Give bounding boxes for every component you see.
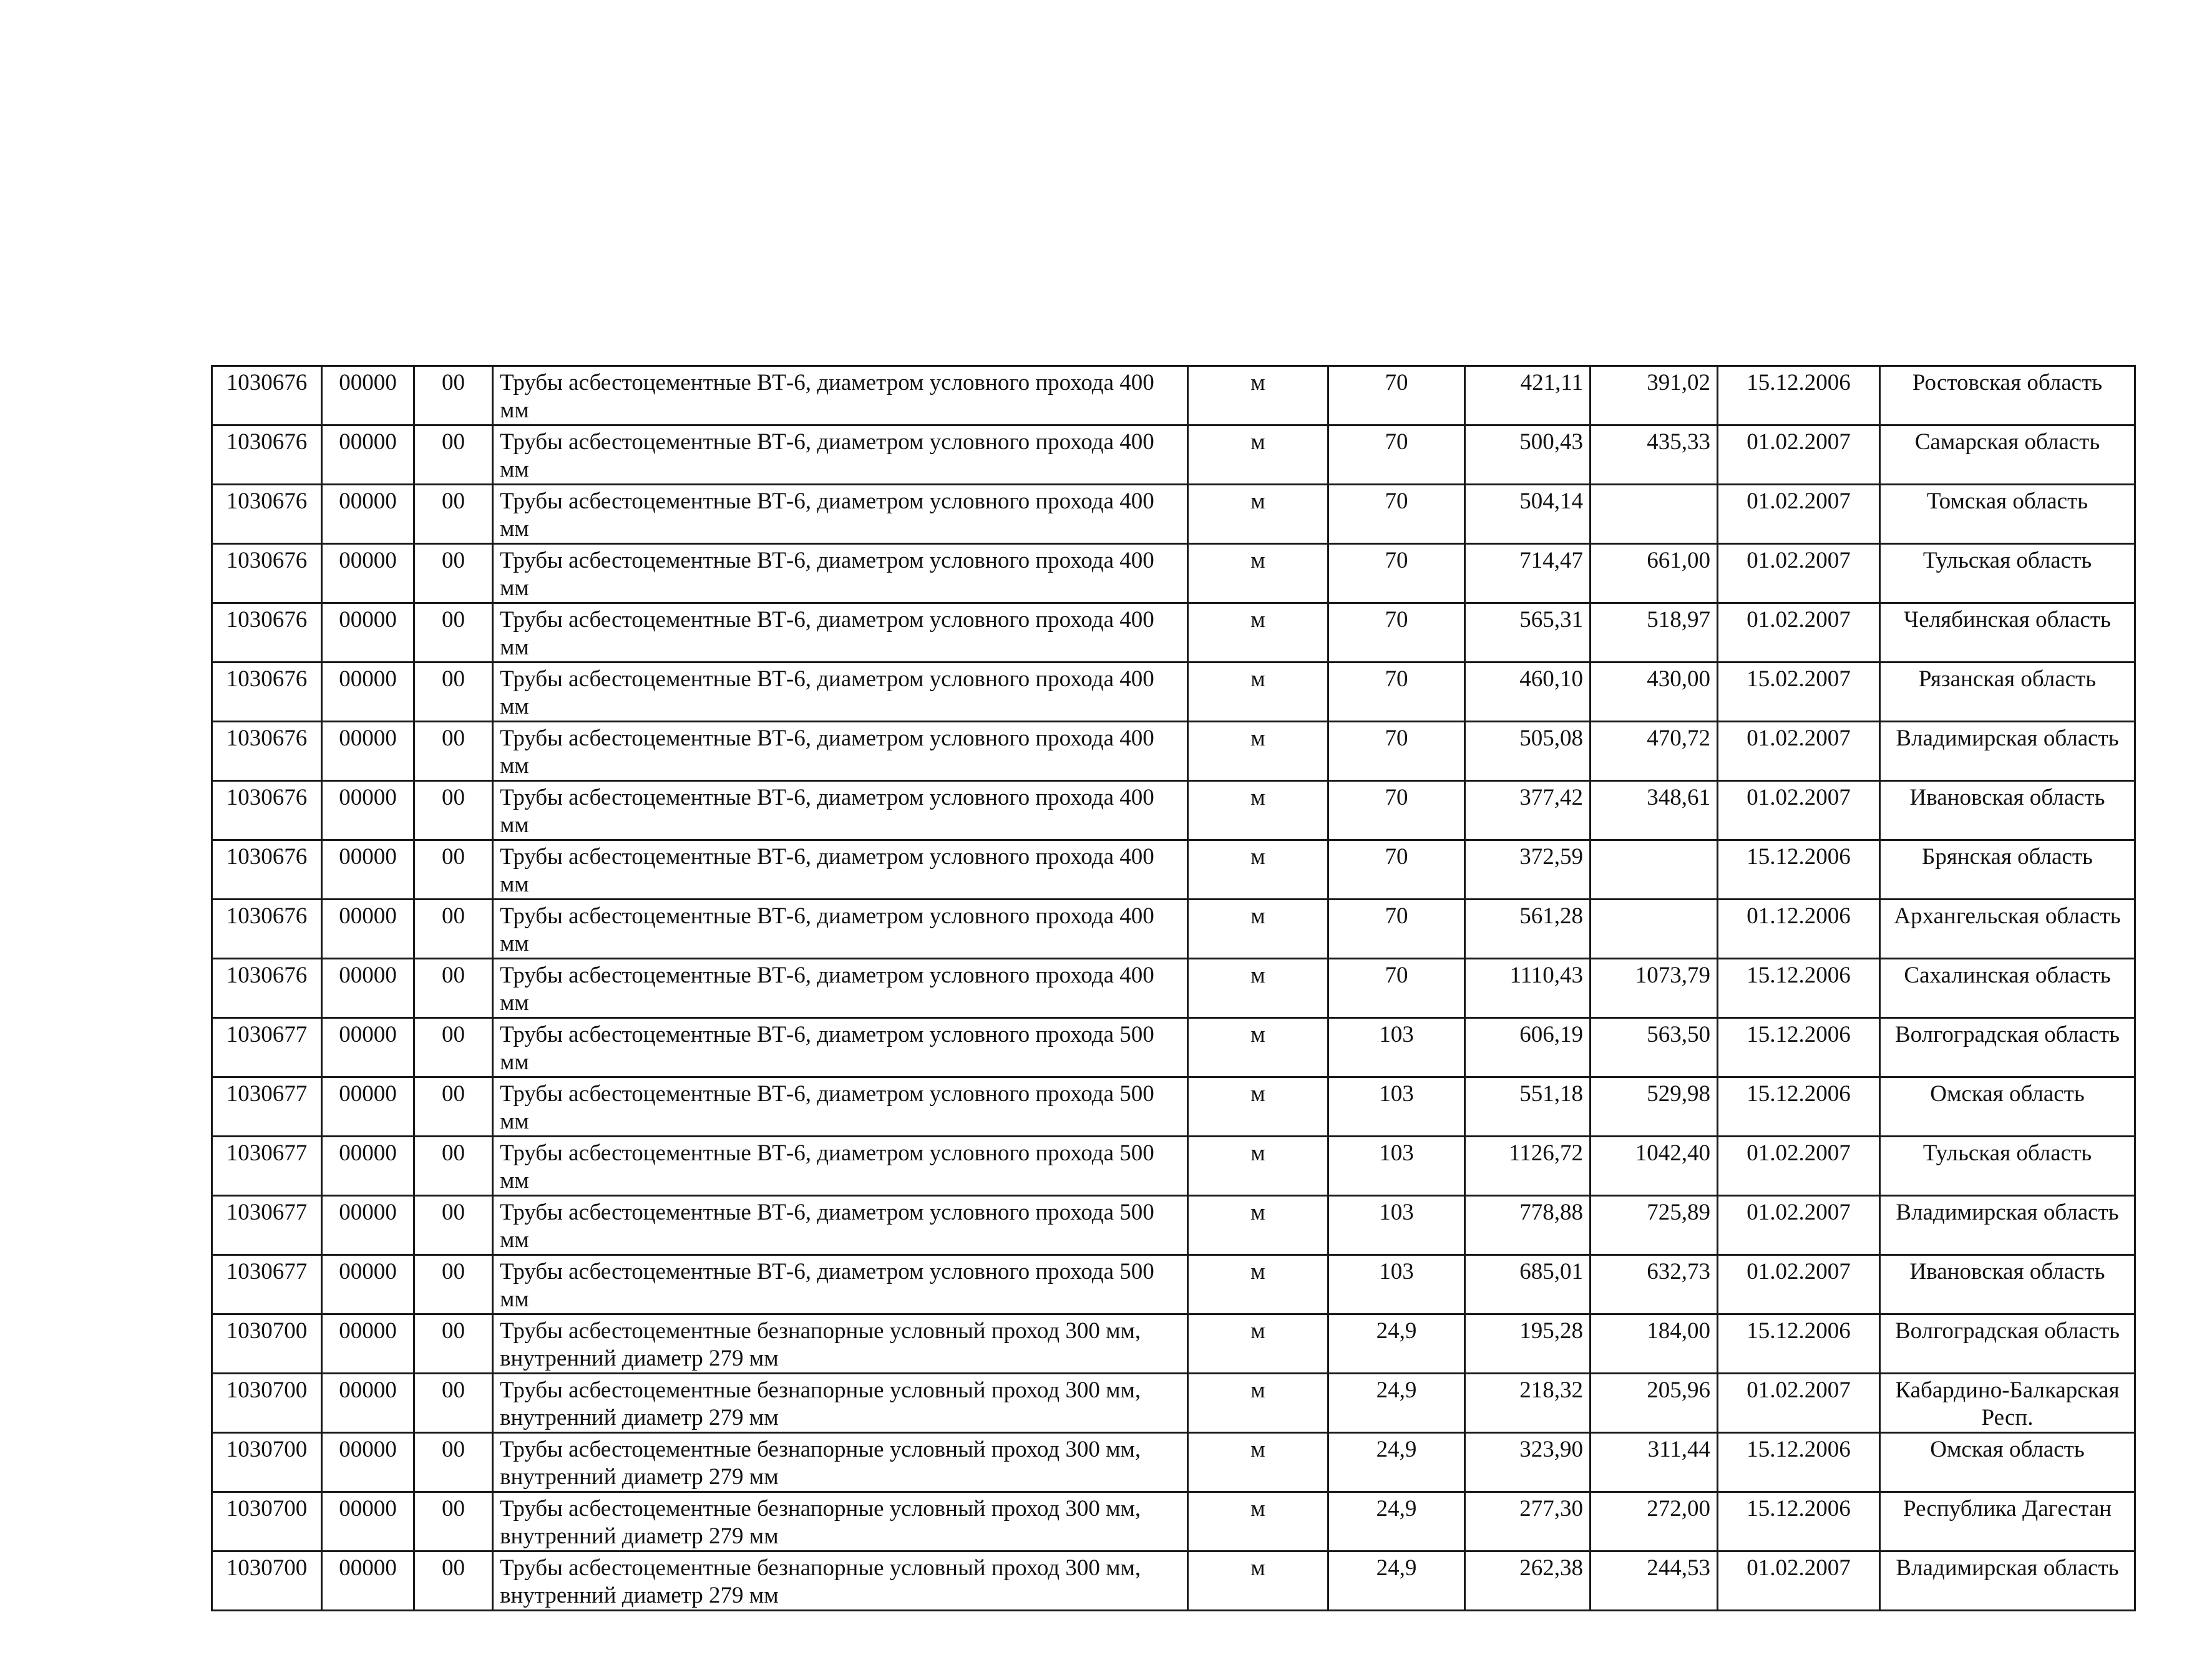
unit-cell: м — [1188, 1255, 1328, 1314]
table-row — [212, 663, 2135, 722]
unit-cell: м — [1188, 1018, 1328, 1077]
subcode-cell: 00000 — [322, 1137, 414, 1196]
material-name-cell: Трубы асбестоцементные ВТ-6, диаметром условного прохода 400 мм — [493, 544, 1188, 603]
subcode-cell: 00000 — [322, 485, 414, 544]
date-cell: 15.12.2006 — [1718, 1018, 1880, 1077]
subcode-cell: 00000 — [322, 722, 414, 781]
price-1-cell: 565,31 — [1465, 603, 1591, 663]
region-cell: Волгоградская область — [1880, 1018, 2135, 1077]
suffix-cell: 00 — [414, 366, 493, 425]
item-code-cell: 1030676 — [212, 840, 322, 900]
price-1-cell: 551,18 — [1465, 1077, 1591, 1137]
price-2-cell: 470,72 — [1591, 722, 1718, 781]
quantity-cell: 70 — [1328, 722, 1465, 781]
suffix-cell: 00 — [414, 603, 493, 663]
quantity-cell: 24,9 — [1328, 1314, 1465, 1374]
subcode-cell: 00000 — [322, 959, 414, 1018]
price-2-cell — [1591, 840, 1718, 900]
price-1-cell: 277,30 — [1465, 1492, 1591, 1551]
quantity-cell: 70 — [1328, 781, 1465, 840]
region-cell: Томская область — [1880, 485, 2135, 544]
item-code-cell: 1030677 — [212, 1018, 322, 1077]
date-cell: 15.12.2006 — [1718, 1314, 1880, 1374]
region-cell: Омская область — [1880, 1077, 2135, 1137]
item-code-cell: 1030676 — [212, 722, 322, 781]
price-2-cell: 1042,40 — [1591, 1137, 1718, 1196]
unit-cell: м — [1188, 840, 1328, 900]
price-2-cell: 348,61 — [1591, 781, 1718, 840]
region-cell: Рязанская область — [1880, 663, 2135, 722]
suffix-cell: 00 — [414, 1433, 493, 1492]
item-code-cell: 1030676 — [212, 781, 322, 840]
date-cell: 01.02.2007 — [1718, 781, 1880, 840]
suffix-cell: 00 — [414, 781, 493, 840]
unit-cell: м — [1188, 900, 1328, 959]
item-code-cell: 1030676 — [212, 663, 322, 722]
table-row — [212, 425, 2135, 485]
unit-cell: м — [1188, 544, 1328, 603]
material-name-cell: Трубы асбестоцементные ВТ-6, диаметром условного прохода 400 мм — [493, 663, 1188, 722]
item-code-cell: 1030676 — [212, 603, 322, 663]
price-1-cell: 1110,43 — [1465, 959, 1591, 1018]
subcode-cell: 00000 — [322, 1077, 414, 1137]
suffix-cell: 00 — [414, 663, 493, 722]
quantity-cell: 24,9 — [1328, 1374, 1465, 1433]
table-row — [212, 1255, 2135, 1314]
price-1-cell: 685,01 — [1465, 1255, 1591, 1314]
region-cell: Омская область — [1880, 1433, 2135, 1492]
item-code-cell: 1030676 — [212, 900, 322, 959]
table-row — [212, 1077, 2135, 1137]
price-2-cell: 184,00 — [1591, 1314, 1718, 1374]
date-cell: 01.12.2006 — [1718, 900, 1880, 959]
date-cell: 01.02.2007 — [1718, 1551, 1880, 1611]
material-name-cell: Трубы асбестоцементные ВТ-6, диаметром условного прохода 400 мм — [493, 900, 1188, 959]
material-name-cell: Трубы асбестоцементные ВТ-6, диаметром условного прохода 500 мм — [493, 1196, 1188, 1255]
subcode-cell: 00000 — [322, 603, 414, 663]
quantity-cell: 24,9 — [1328, 1433, 1465, 1492]
suffix-cell: 00 — [414, 1492, 493, 1551]
material-name-cell: Трубы асбестоцементные безнапорные условный проход 300 мм, внутренний диаметр 279 мм — [493, 1374, 1188, 1433]
suffix-cell: 00 — [414, 485, 493, 544]
date-cell: 15.12.2006 — [1718, 840, 1880, 900]
price-2-cell: 244,53 — [1591, 1551, 1718, 1611]
item-code-cell: 1030676 — [212, 366, 322, 425]
suffix-cell: 00 — [414, 1196, 493, 1255]
subcode-cell: 00000 — [322, 366, 414, 425]
quantity-cell: 70 — [1328, 425, 1465, 485]
date-cell: 01.02.2007 — [1718, 1255, 1880, 1314]
quantity-cell: 103 — [1328, 1018, 1465, 1077]
subcode-cell: 00000 — [322, 1433, 414, 1492]
region-cell: Сахалинская область — [1880, 959, 2135, 1018]
quantity-cell: 70 — [1328, 603, 1465, 663]
region-cell: Ростовская область — [1880, 366, 2135, 425]
price-2-cell: 1073,79 — [1591, 959, 1718, 1018]
table-row — [212, 544, 2135, 603]
subcode-cell: 00000 — [322, 840, 414, 900]
unit-cell: м — [1188, 1196, 1328, 1255]
table-row — [212, 1196, 2135, 1255]
subcode-cell: 00000 — [322, 900, 414, 959]
price-2-cell: 391,02 — [1591, 366, 1718, 425]
region-cell: Брянская область — [1880, 840, 2135, 900]
unit-cell: м — [1188, 1433, 1328, 1492]
region-cell: Владимирская область — [1880, 1551, 2135, 1611]
table-row — [212, 1492, 2135, 1551]
quantity-cell: 70 — [1328, 959, 1465, 1018]
price-1-cell: 421,11 — [1465, 366, 1591, 425]
date-cell: 01.02.2007 — [1718, 603, 1880, 663]
region-cell: Волгоградская область — [1880, 1314, 2135, 1374]
material-name-cell: Трубы асбестоцементные ВТ-6, диаметром условного прохода 400 мм — [493, 840, 1188, 900]
material-name-cell: Трубы асбестоцементные ВТ-6, диаметром условного прохода 400 мм — [493, 603, 1188, 663]
suffix-cell: 00 — [414, 1551, 493, 1611]
table-row — [212, 1018, 2135, 1077]
material-name-cell: Трубы асбестоцементные безнапорные условный проход 300 мм, внутренний диаметр 279 мм — [493, 1433, 1188, 1492]
quantity-cell: 103 — [1328, 1137, 1465, 1196]
date-cell: 01.02.2007 — [1718, 425, 1880, 485]
region-cell: Владимирская область — [1880, 722, 2135, 781]
suffix-cell: 00 — [414, 1137, 493, 1196]
table-row — [212, 366, 2135, 425]
date-cell: 01.02.2007 — [1718, 1196, 1880, 1255]
suffix-cell: 00 — [414, 959, 493, 1018]
subcode-cell: 00000 — [322, 1492, 414, 1551]
subcode-cell: 00000 — [322, 663, 414, 722]
price-1-cell: 262,38 — [1465, 1551, 1591, 1611]
quantity-cell: 24,9 — [1328, 1492, 1465, 1551]
material-name-cell: Трубы асбестоцементные ВТ-6, диаметром условного прохода 400 мм — [493, 366, 1188, 425]
material-name-cell: Трубы асбестоцементные безнапорные условный проход 300 мм, внутренний диаметр 279 мм — [493, 1314, 1188, 1374]
price-1-cell: 195,28 — [1465, 1314, 1591, 1374]
subcode-cell: 00000 — [322, 544, 414, 603]
material-name-cell: Трубы асбестоцементные ВТ-6, диаметром условного прохода 500 мм — [493, 1255, 1188, 1314]
price-1-cell: 504,14 — [1465, 485, 1591, 544]
material-name-cell: Трубы асбестоцементные ВТ-6, диаметром условного прохода 400 мм — [493, 722, 1188, 781]
unit-cell: м — [1188, 1374, 1328, 1433]
price-2-cell: 430,00 — [1591, 663, 1718, 722]
price-2-cell: 311,44 — [1591, 1433, 1718, 1492]
date-cell: 15.12.2006 — [1718, 1433, 1880, 1492]
suffix-cell: 00 — [414, 1314, 493, 1374]
suffix-cell: 00 — [414, 840, 493, 900]
table-row — [212, 722, 2135, 781]
date-cell: 15.12.2006 — [1718, 1077, 1880, 1137]
unit-cell: м — [1188, 1492, 1328, 1551]
price-1-cell: 377,42 — [1465, 781, 1591, 840]
item-code-cell: 1030676 — [212, 959, 322, 1018]
quantity-cell: 70 — [1328, 366, 1465, 425]
table-row — [212, 603, 2135, 663]
price-2-cell: 632,73 — [1591, 1255, 1718, 1314]
date-cell: 01.02.2007 — [1718, 544, 1880, 603]
price-2-cell: 272,00 — [1591, 1492, 1718, 1551]
region-cell: Кабардино-Балкарская Респ. — [1880, 1374, 2135, 1433]
unit-cell: м — [1188, 1551, 1328, 1611]
region-cell: Архангельская область — [1880, 900, 2135, 959]
price-1-cell: 714,47 — [1465, 544, 1591, 603]
price-2-cell: 529,98 — [1591, 1077, 1718, 1137]
date-cell: 15.12.2006 — [1718, 1492, 1880, 1551]
suffix-cell: 00 — [414, 425, 493, 485]
item-code-cell: 1030700 — [212, 1433, 322, 1492]
date-cell: 15.02.2007 — [1718, 663, 1880, 722]
region-cell: Самарская область — [1880, 425, 2135, 485]
table-body — [212, 366, 2135, 1611]
material-name-cell: Трубы асбестоцементные ВТ-6, диаметром условного прохода 500 мм — [493, 1018, 1188, 1077]
price-1-cell: 500,43 — [1465, 425, 1591, 485]
quantity-cell: 70 — [1328, 663, 1465, 722]
quantity-cell: 70 — [1328, 485, 1465, 544]
date-cell: 15.12.2006 — [1718, 366, 1880, 425]
unit-cell: м — [1188, 603, 1328, 663]
unit-cell: м — [1188, 485, 1328, 544]
price-1-cell: 372,59 — [1465, 840, 1591, 900]
item-code-cell: 1030700 — [212, 1492, 322, 1551]
price-2-cell — [1591, 485, 1718, 544]
price-2-cell: 205,96 — [1591, 1374, 1718, 1433]
subcode-cell: 00000 — [322, 1551, 414, 1611]
unit-cell: м — [1188, 366, 1328, 425]
item-code-cell: 1030676 — [212, 485, 322, 544]
suffix-cell: 00 — [414, 544, 493, 603]
suffix-cell: 00 — [414, 1077, 493, 1137]
item-code-cell: 1030676 — [212, 425, 322, 485]
subcode-cell: 00000 — [322, 1374, 414, 1433]
material-name-cell: Трубы асбестоцементные безнапорные условный проход 300 мм, внутренний диаметр 279 мм — [493, 1551, 1188, 1611]
subcode-cell: 00000 — [322, 1255, 414, 1314]
price-1-cell: 323,90 — [1465, 1433, 1591, 1492]
table-row — [212, 781, 2135, 840]
date-cell: 01.02.2007 — [1718, 722, 1880, 781]
price-1-cell: 218,32 — [1465, 1374, 1591, 1433]
unit-cell: м — [1188, 425, 1328, 485]
price-1-cell: 561,28 — [1465, 900, 1591, 959]
table-row — [212, 1433, 2135, 1492]
suffix-cell: 00 — [414, 1255, 493, 1314]
table-row — [212, 840, 2135, 900]
suffix-cell: 00 — [414, 900, 493, 959]
table-row — [212, 485, 2135, 544]
material-name-cell: Трубы асбестоцементные ВТ-6, диаметром условного прохода 400 мм — [493, 425, 1188, 485]
quantity-cell: 24,9 — [1328, 1551, 1465, 1611]
subcode-cell: 00000 — [322, 781, 414, 840]
date-cell: 01.02.2007 — [1718, 1374, 1880, 1433]
item-code-cell: 1030677 — [212, 1196, 322, 1255]
item-code-cell: 1030700 — [212, 1314, 322, 1374]
quantity-cell: 70 — [1328, 840, 1465, 900]
material-name-cell: Трубы асбестоцементные безнапорные условный проход 300 мм, внутренний диаметр 279 мм — [493, 1492, 1188, 1551]
table-row — [212, 1551, 2135, 1611]
price-2-cell: 518,97 — [1591, 603, 1718, 663]
region-cell: Ивановская область — [1880, 781, 2135, 840]
region-cell: Владимирская область — [1880, 1196, 2135, 1255]
region-cell: Челябинская область — [1880, 603, 2135, 663]
table-row — [212, 959, 2135, 1018]
price-1-cell: 606,19 — [1465, 1018, 1591, 1077]
quantity-cell: 103 — [1328, 1077, 1465, 1137]
item-code-cell: 1030700 — [212, 1551, 322, 1611]
item-code-cell: 1030676 — [212, 544, 322, 603]
region-cell: Тульская область — [1880, 1137, 2135, 1196]
price-1-cell: 1126,72 — [1465, 1137, 1591, 1196]
quantity-cell: 70 — [1328, 544, 1465, 603]
material-name-cell: Трубы асбестоцементные ВТ-6, диаметром условного прохода 400 мм — [493, 485, 1188, 544]
price-2-cell — [1591, 900, 1718, 959]
material-name-cell: Трубы асбестоцементные ВТ-6, диаметром условного прохода 400 мм — [493, 781, 1188, 840]
suffix-cell: 00 — [414, 722, 493, 781]
price-2-cell: 661,00 — [1591, 544, 1718, 603]
price-2-cell: 725,89 — [1591, 1196, 1718, 1255]
unit-cell: м — [1188, 781, 1328, 840]
subcode-cell: 00000 — [322, 425, 414, 485]
date-cell: 01.02.2007 — [1718, 1137, 1880, 1196]
region-cell: Ивановская область — [1880, 1255, 2135, 1314]
region-cell: Тульская область — [1880, 544, 2135, 603]
item-code-cell: 1030677 — [212, 1137, 322, 1196]
unit-cell: м — [1188, 959, 1328, 1018]
unit-cell: м — [1188, 1137, 1328, 1196]
quantity-cell: 103 — [1328, 1196, 1465, 1255]
suffix-cell: 00 — [414, 1374, 493, 1433]
item-code-cell: 1030700 — [212, 1374, 322, 1433]
table-row — [212, 1374, 2135, 1433]
quantity-cell: 70 — [1328, 900, 1465, 959]
region-cell: Республика Дагестан — [1880, 1492, 2135, 1551]
unit-cell: м — [1188, 663, 1328, 722]
material-name-cell: Трубы асбестоцементные ВТ-6, диаметром условного прохода 500 мм — [493, 1077, 1188, 1137]
material-name-cell: Трубы асбестоцементные ВТ-6, диаметром условного прохода 400 мм — [493, 959, 1188, 1018]
price-1-cell: 505,08 — [1465, 722, 1591, 781]
item-code-cell: 1030677 — [212, 1077, 322, 1137]
table-row — [212, 1314, 2135, 1374]
subcode-cell: 00000 — [322, 1018, 414, 1077]
unit-cell: м — [1188, 1077, 1328, 1137]
quantity-cell: 103 — [1328, 1255, 1465, 1314]
subcode-cell: 00000 — [322, 1314, 414, 1374]
price-table — [211, 365, 2136, 1611]
unit-cell: м — [1188, 1314, 1328, 1374]
table-row — [212, 900, 2135, 959]
item-code-cell: 1030677 — [212, 1255, 322, 1314]
price-1-cell: 778,88 — [1465, 1196, 1591, 1255]
date-cell: 15.12.2006 — [1718, 959, 1880, 1018]
unit-cell: м — [1188, 722, 1328, 781]
price-2-cell: 435,33 — [1591, 425, 1718, 485]
date-cell: 01.02.2007 — [1718, 485, 1880, 544]
suffix-cell: 00 — [414, 1018, 493, 1077]
material-name-cell: Трубы асбестоцементные ВТ-6, диаметром условного прохода 500 мм — [493, 1137, 1188, 1196]
price-2-cell: 563,50 — [1591, 1018, 1718, 1077]
table-row — [212, 1137, 2135, 1196]
price-1-cell: 460,10 — [1465, 663, 1591, 722]
subcode-cell: 00000 — [322, 1196, 414, 1255]
